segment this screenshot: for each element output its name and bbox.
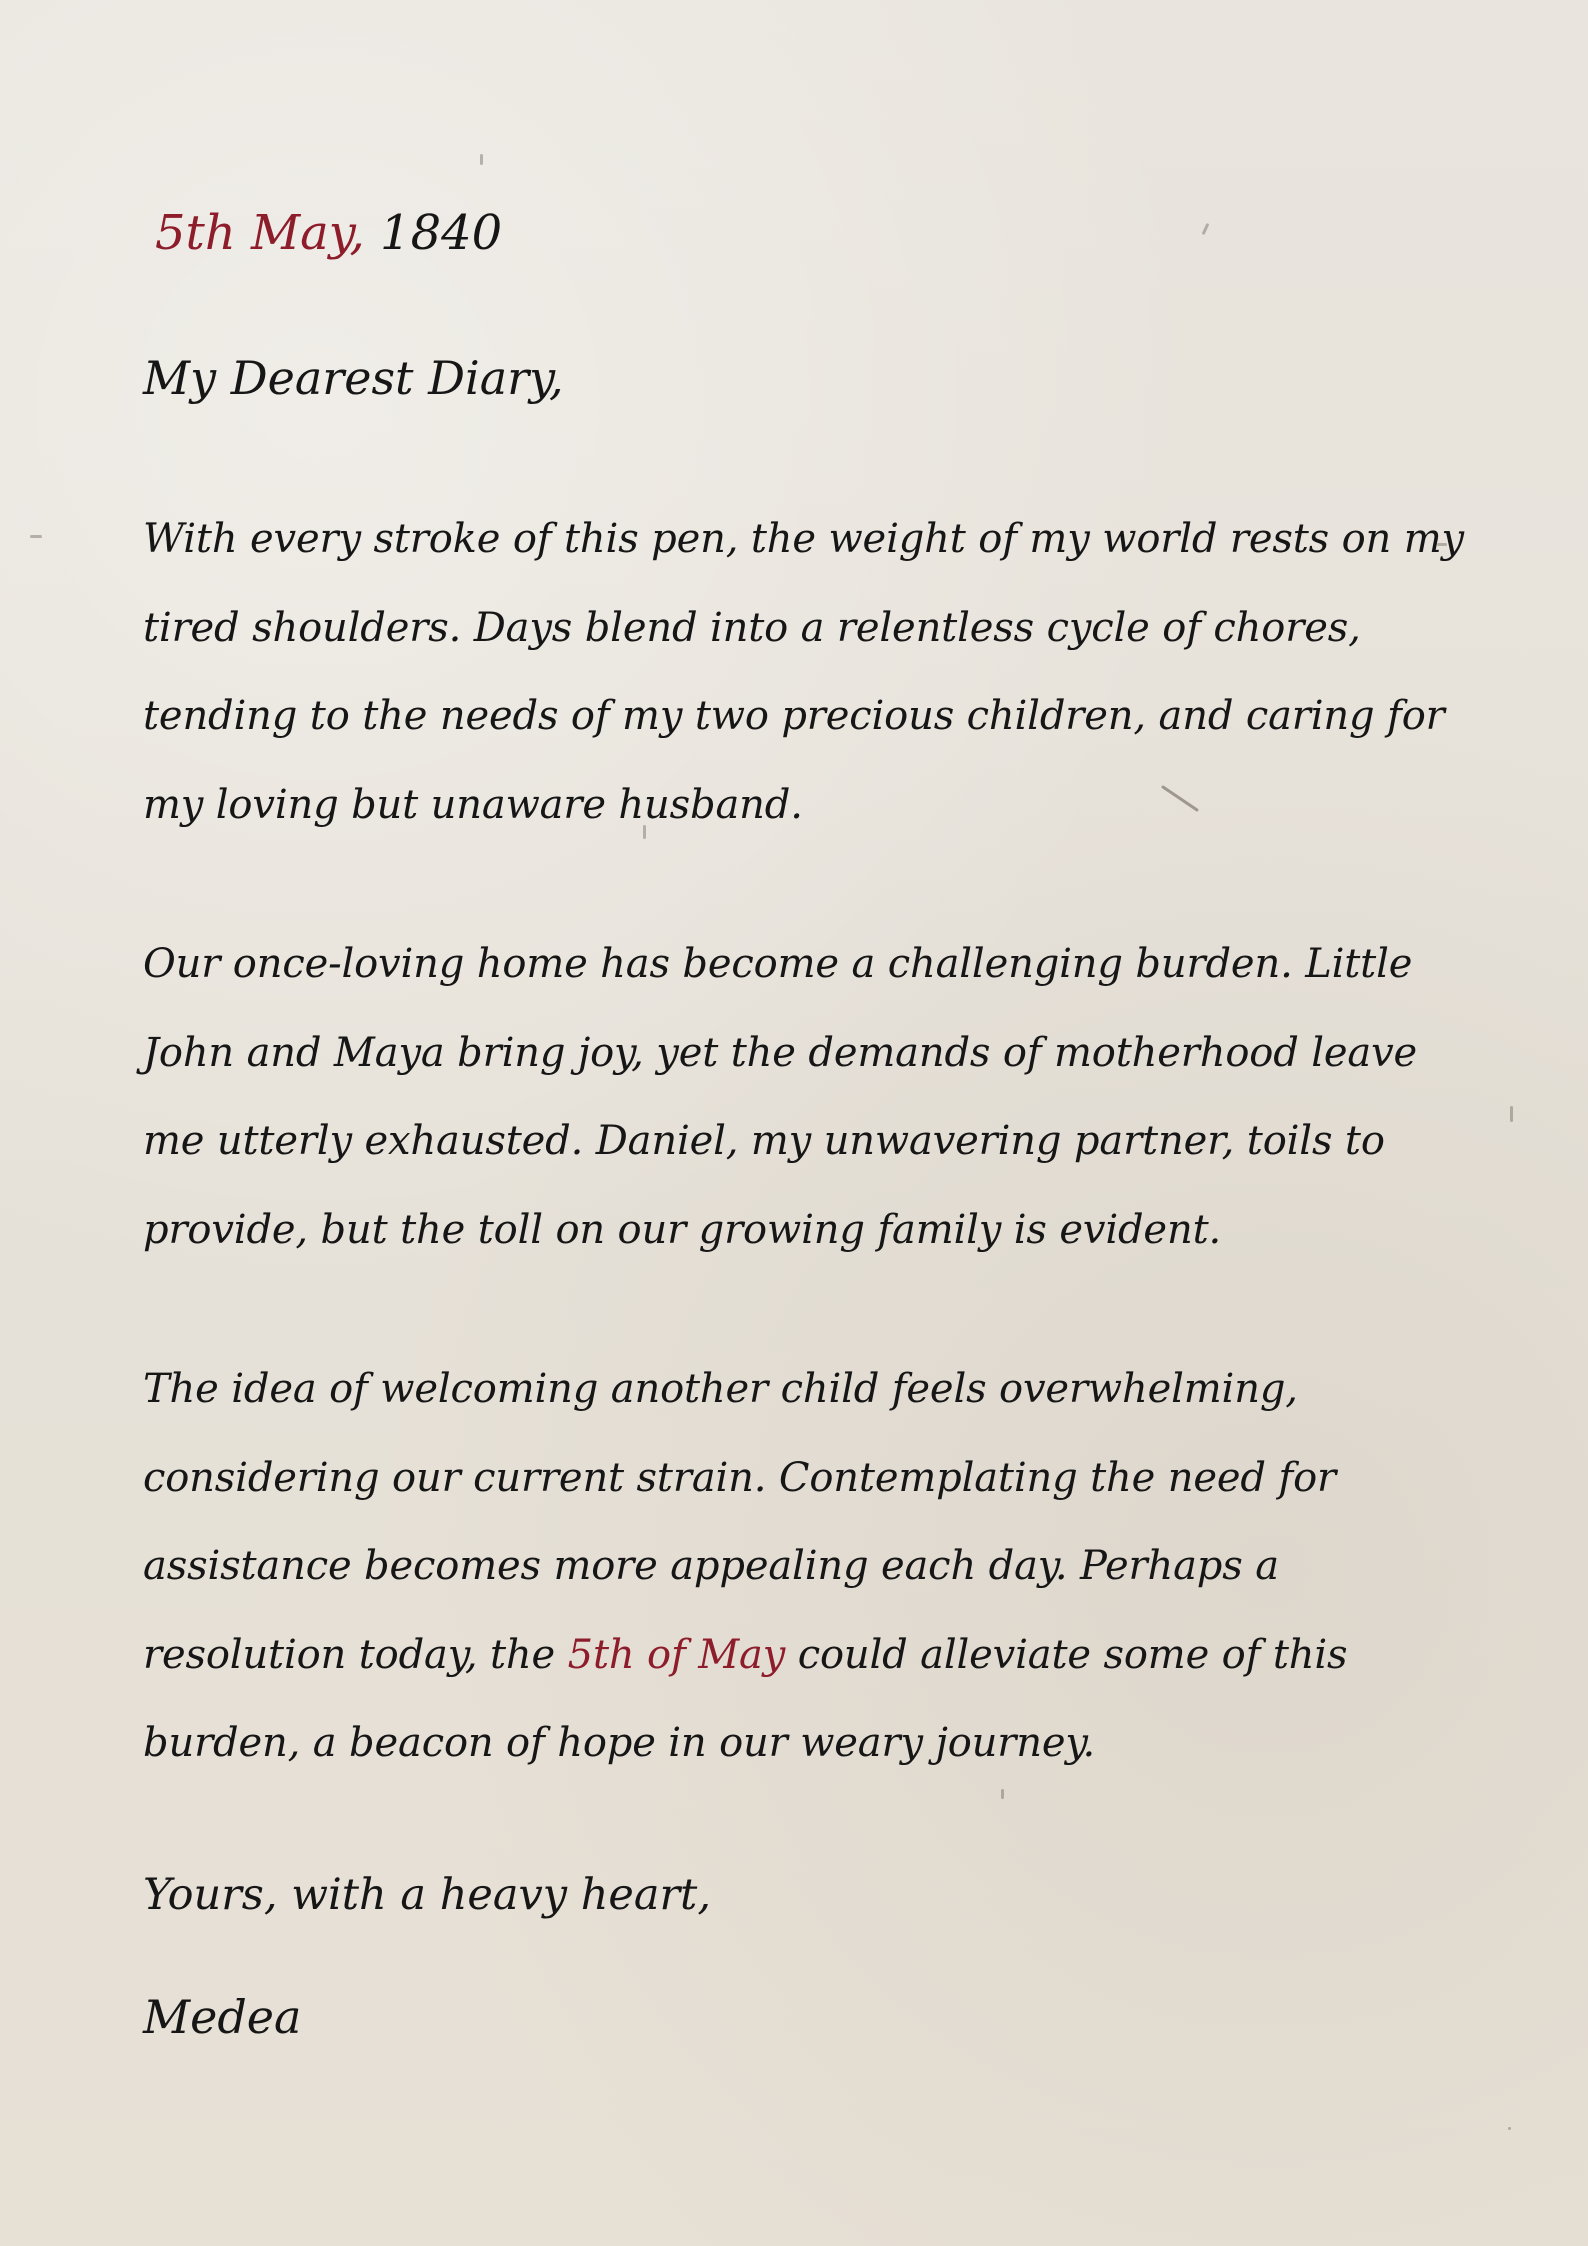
paragraph-1: With every stroke of this pen, the weight of my world rests on my tired shoulders. Days blend into a relentless cycle of chores, tending to the needs of my two precious children, and caring for my loving but unaware husband. bbox=[143, 516, 1464, 828]
entry-date bbox=[155, 195, 1483, 271]
paper-speck bbox=[30, 535, 42, 538]
paper-speck bbox=[1508, 2127, 1511, 2130]
date-day-month: 5th May, bbox=[155, 205, 365, 261]
signature: Medea bbox=[143, 1989, 302, 2044]
diary-entry bbox=[143, 195, 1483, 2053]
highlighted-date: 5th of May bbox=[567, 1631, 786, 1678]
paper-speck bbox=[1510, 1106, 1513, 1122]
closing-line: Yours, with a heavy heart, bbox=[143, 1869, 712, 1920]
paragraph-2: Our once-loving home has become a challenging burden. Little John and Maya bring joy, yet the demands of motherhood leave me utterly exhausted. Daniel, my unwavering partner, toils to provide, but the toll on our growing family is evident. bbox=[143, 941, 1418, 1253]
paragraph-3-text-before: The idea of welcoming another child feels overwhelming, considering our current strain. Contemplating the need for assistance becomes more appealing each day. Perhaps a resolution today, the bbox=[143, 1366, 1336, 1678]
paragraph-3 bbox=[143, 1345, 1483, 1788]
date-year: 1840 bbox=[380, 205, 503, 261]
paragraph-3-text-after: could alleviate some of this burden, a beacon of hope in our weary journey. bbox=[143, 1631, 1348, 1766]
greeting: My Dearest Diary, bbox=[143, 351, 564, 405]
paper-speck bbox=[480, 154, 483, 165]
